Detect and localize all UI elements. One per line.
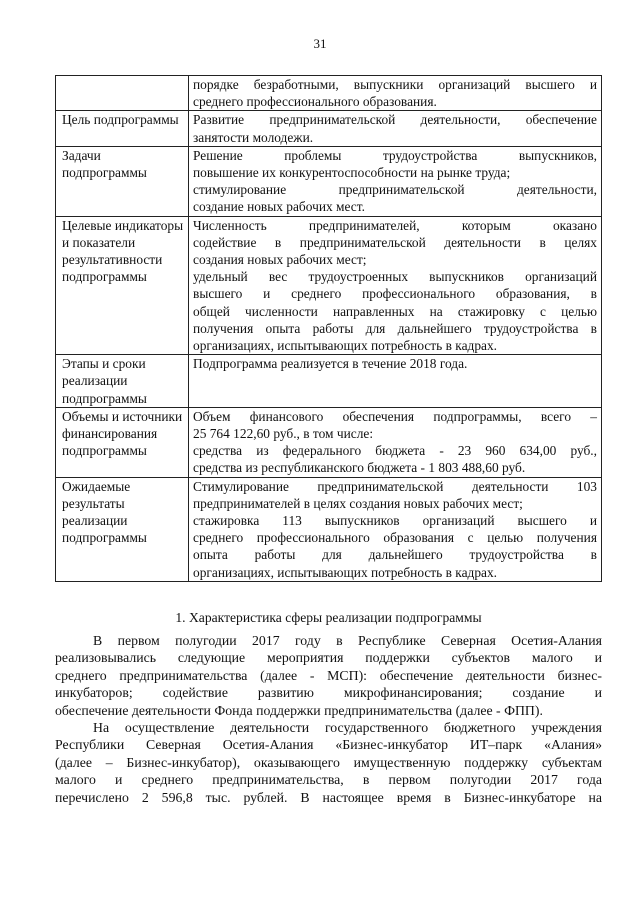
row-label: Объемы и источники финансирования подпрограммы: [56, 407, 189, 477]
paragraph: [55, 632, 602, 719]
row-value-line: общей численности направленных на стажировку с целью: [193, 303, 597, 319]
row-value-line: организациях, испытывающих потребность в кадрах.: [193, 564, 498, 580]
row-value-line: Подпрограмма реализуется в течение 2018 года.: [193, 356, 468, 372]
row-value-line: организациях, испытывающих потребность в кадрах.: [193, 338, 498, 354]
row-value-line: получения опыта работы для дальнейшего трудоустройства в: [193, 320, 597, 336]
row-value-line: занятости молодежи.: [193, 129, 314, 145]
paragraph: [55, 719, 602, 806]
row-value-line: средства из федерального бюджета - 23 960 634,00 руб.,: [193, 443, 597, 459]
row-value: [189, 146, 602, 216]
row-value-line: создания новых рабочих мест;: [193, 252, 367, 268]
page-number: 31: [313, 36, 327, 51]
paragraph-line: В первом полугодии 2017 году в Республике Северная Осетия-Алания: [93, 633, 602, 648]
row-value-line: среднего профессионального образования с целью получения: [193, 530, 597, 546]
row-label: Ожидаемые результаты реализации подпрограммы: [56, 477, 189, 581]
row-label: Задачи подпрограммы: [56, 146, 189, 216]
section-title: 1. Характеристика сферы реализации подпрограммы: [175, 610, 482, 625]
row-value: [189, 355, 602, 408]
row-value-line: повышение их конкурентоспособности на рынке труда;: [193, 165, 511, 181]
row-value-line: средства из республиканского бюджета - 1 803 488,60 руб.: [193, 460, 526, 476]
row-value-line: удельный вес трудоустроенных выпускников организаций: [193, 269, 597, 285]
paragraph-line: Республики Северная Осетия-Алания «Бизнес-инкубатор ИТ–парк «Алания»: [55, 737, 602, 753]
row-value-line: Численность предпринимателей, которым оказано: [193, 217, 597, 233]
table-row: [56, 355, 602, 408]
paragraph-line: (далее – Бизнес-инкубатор), оказывающего имущественную поддержку субъектам: [55, 754, 602, 770]
row-value-line: 25 764 122,60 руб., в том числе:: [193, 426, 374, 442]
paragraph-line: На осуществление деятельности государственного бюджетного учреждения: [93, 720, 602, 736]
row-value: [189, 76, 602, 111]
paragraph-line: обеспечение деятельности Фонда поддержки предпринимательства (далее - ФПП).: [55, 702, 543, 718]
row-value: [189, 216, 602, 355]
table-row: [56, 76, 602, 111]
row-label: Целевые индикаторы и показатели результативности подпрограммы: [56, 216, 189, 355]
table-row: [56, 146, 602, 216]
row-value: [189, 407, 602, 477]
row-value-line: Решение проблемы трудоустройства выпускников,: [193, 147, 597, 163]
row-label: Цель подпрограммы: [56, 111, 189, 146]
row-value-line: стимулирование предпринимательской деятельности,: [193, 182, 597, 198]
row-value-line: стажировка 113 выпускников организаций высшего и: [193, 513, 597, 529]
paragraph-line: среднего предпринимательства (далее - МСП): обеспечение деятельности бизнес-: [55, 667, 602, 683]
row-value-line: предпринимателей в целях создания новых рабочих мест;: [193, 495, 523, 511]
subprogram-passport-table: [55, 75, 602, 582]
row-value: [189, 111, 602, 146]
row-label: Этапы и сроки реализации подпрограммы: [56, 355, 189, 408]
row-value-line: создание новых рабочих мест.: [193, 199, 365, 215]
table-row: [56, 216, 602, 355]
row-value-line: порядке безработными, выпускники организаций высшего и: [193, 77, 597, 92]
paragraph-line: малого и среднего предпринимательства, в первом полугодии 2017 года: [55, 772, 602, 788]
paragraph-line: перечислено 2 596,8 тыс. рублей. В настоящее время в Бизнес-инкубаторе на: [55, 789, 602, 805]
row-value-line: содействие в предпринимательской деятельности в целях: [193, 234, 597, 250]
paragraph-line: инкубаторов; содействие развитию микрофинансирования; создание и: [55, 685, 602, 701]
row-value-line: среднего профессионального образования.: [193, 94, 437, 110]
row-value: [189, 477, 602, 581]
row-label: [56, 76, 189, 111]
row-value-line: Развитие предпринимательской деятельности, обеспечение: [193, 112, 597, 128]
table-row: [56, 111, 602, 146]
section-body: [55, 632, 602, 806]
row-value-line: высшего и среднего профессионального образования, в: [193, 286, 597, 302]
row-value-line: Стимулирование предпринимательской деятельности 103: [193, 478, 597, 494]
paragraph-line: реализовывались следующие мероприятия поддержки субъектов малого и: [55, 650, 602, 666]
table-row: [56, 407, 602, 477]
table-row: [56, 477, 602, 581]
row-value-line: Объем финансового обеспечения подпрограммы, всего –: [193, 408, 597, 424]
row-value-line: опыта работы для дальнейшего трудоустройства в: [193, 547, 597, 563]
